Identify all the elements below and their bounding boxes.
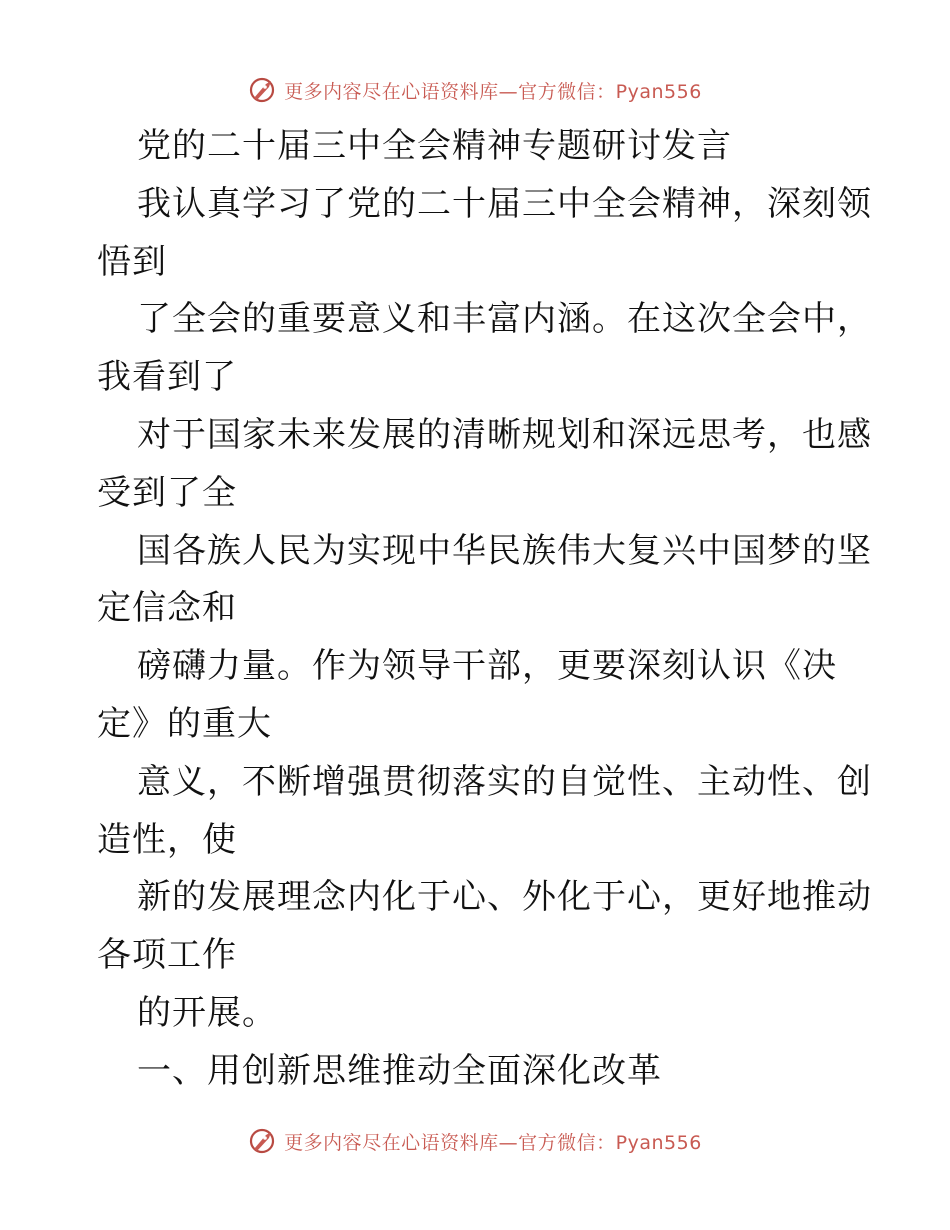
document-body — [97, 118, 872, 1101]
paragraph-line: 的开展。 — [137, 992, 277, 1033]
section-heading: 一、用创新思维推动全面深化改革 — [137, 1050, 662, 1091]
paragraph-line: 我看到了 — [97, 357, 237, 398]
pen-nib-logo-icon — [248, 1126, 278, 1156]
paragraph-line: 定》的重大 — [97, 703, 272, 744]
paragraph-line: 了全会的重要意义和丰富内涵。在这次全会中， — [137, 299, 872, 340]
paragraph-line: 造性，使 — [97, 819, 237, 860]
header-banner — [0, 70, 950, 110]
paragraph-line: 新的发展理念内化于心、外化于心，更好地推动 — [137, 877, 872, 918]
paragraph-line: 国各族人民为实现中华民族伟大复兴中国梦的坚 — [137, 530, 872, 571]
pen-nib-logo-icon — [248, 75, 278, 105]
footer-banner-text: 更多内容尽在心语资料库—官方微信：Pyan556 — [284, 1131, 702, 1154]
paragraph-line: 定信念和 — [97, 588, 237, 629]
paragraph-line: 受到了全 — [97, 472, 237, 513]
paragraph-line: 磅礴力量。作为领导干部，更要深刻认识《决 — [137, 646, 837, 687]
header-banner-text: 更多内容尽在心语资料库—官方微信：Pyan556 — [284, 80, 702, 103]
document-title: 党的二十届三中全会精神专题研讨发言 — [137, 126, 732, 166]
paragraph-line: 对于国家未来发展的清晰规划和深远思考，也感 — [137, 414, 872, 455]
paragraph-line: 悟到 — [97, 241, 167, 282]
paragraph-line: 意义，不断增强贯彻落实的自觉性、主动性、创 — [137, 761, 872, 802]
paragraph-line: 我认真学习了党的二十届三中全会精神，深刻领 — [137, 183, 872, 224]
footer-banner — [0, 1121, 950, 1161]
paragraph-line: 各项工作 — [97, 935, 237, 976]
